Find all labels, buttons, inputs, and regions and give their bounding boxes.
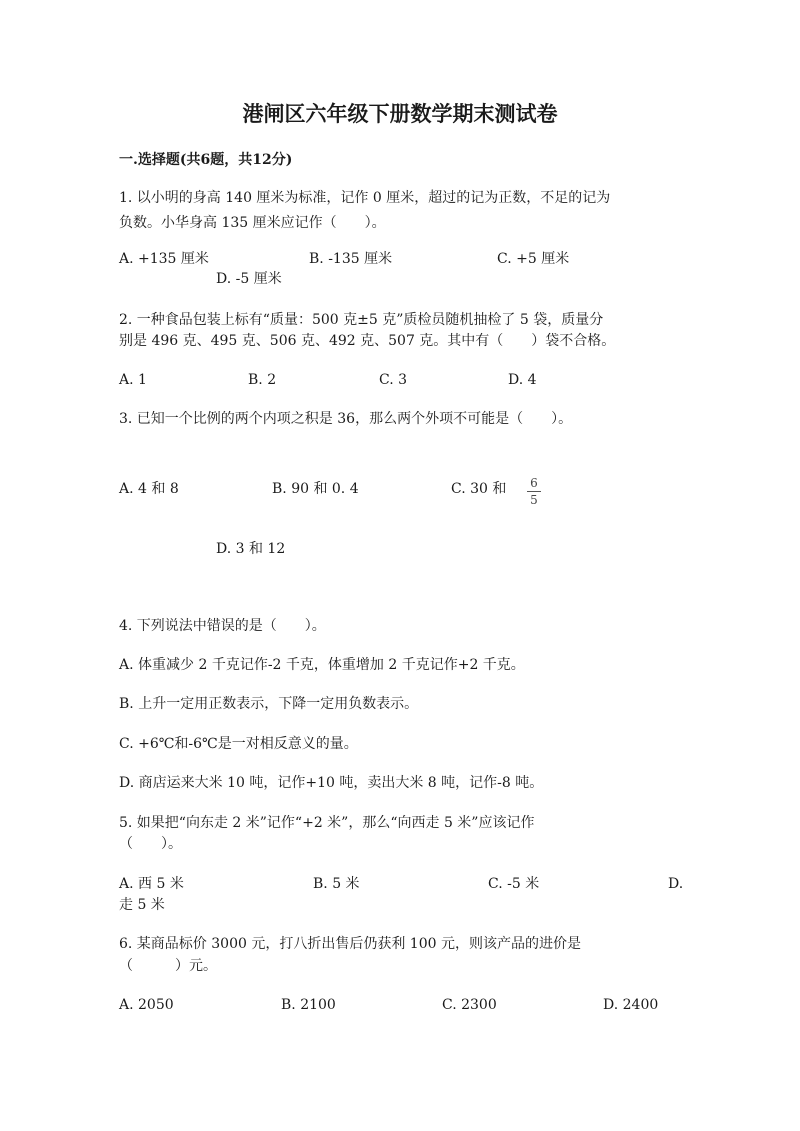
question-6-stem-line-1: 6. 某商品标价 3000 元，打八折出售后仍获利 100 元，则该产品的进价是: [119, 936, 581, 952]
question-2-stem-line-1: 2. 一种食品包装上标有“质量：500 克±5 克”质检员随机抽检了 5 袋，质量分: [119, 312, 604, 328]
question-3-option-d: D. 3 和 12: [216, 541, 286, 557]
question-1-option-d: D. -5 厘米: [216, 271, 282, 287]
fraction-bar: [527, 491, 541, 492]
question-6-option-c: C. 2300: [442, 997, 497, 1013]
page-title: 港闸区六年级下册数学期末测试卷: [242, 101, 558, 126]
question-1-option-a: A. +135 厘米: [119, 251, 209, 267]
question-5-option-d-continued: 走 5 米: [119, 897, 165, 913]
fraction-numerator: 6: [530, 476, 538, 490]
question-2-option-b: B. 2: [248, 372, 277, 388]
question-6-option-d: D. 2400: [603, 997, 659, 1013]
question-1-option-c: C. +5 厘米: [497, 251, 570, 267]
question-1-option-b: B. -135 厘米: [309, 251, 393, 267]
question-4-option-c: C. +6℃和-6℃是一对相反意义的量。: [119, 736, 358, 752]
question-2-option-a: A. 1: [119, 372, 147, 388]
question-2-option-d: D. 4: [508, 372, 537, 388]
question-3-option-c: C. 30 和: [451, 481, 507, 497]
question-1-stem-line-1: 1. 以小明的身高 140 厘米为标准，记作 0 厘米，超过的记为正数，不足的记为: [119, 190, 611, 206]
section-header: 一.选择题(共6题，共12分): [119, 152, 293, 168]
question-3-option-b: B. 90 和 0. 4: [272, 481, 359, 497]
question-2-stem-line-2: 别是 496 克、495 克、506 克、492 克、507 克。其中有（ ）袋不合格。: [119, 333, 616, 349]
question-3-option-a: A. 4 和 8: [119, 481, 179, 497]
question-2-option-c: C. 3: [379, 372, 408, 388]
question-4-option-d: D. 商店运来大米 10 吨，记作+10 吨，卖出大米 8 吨，记作-8 吨。: [119, 775, 544, 791]
question-6-stem-line-2: （ ）元。: [119, 958, 217, 974]
question-4-option-b: B. 上升一定用正数表示，下降一定用负数表示。: [119, 696, 419, 712]
question-6-option-a: A. 2050: [119, 997, 174, 1013]
question-5-option-d: D.: [668, 876, 684, 892]
question-4-option-a: A. 体重减少 2 千克记作-2 千克，体重增加 2 千克记作+2 千克。: [119, 657, 525, 673]
question-3-stem: 3. 已知一个比例的两个内项之积是 36，那么两个外项不可能是（ ）。: [119, 411, 573, 427]
question-6-option-b: B. 2100: [281, 997, 336, 1013]
question-5-stem-line-1: 5. 如果把“向东走 2 米”记作“+2 米”，那么“向西走 5 米”应该记作: [119, 815, 535, 831]
question-5-option-b: B. 5 米: [313, 876, 360, 892]
fraction-six-fifths: [526, 476, 542, 507]
question-5-option-c: C. -5 米: [488, 876, 540, 892]
question-5-stem-line-2: （ ）。: [119, 836, 182, 852]
question-4-stem: 4. 下列说法中错误的是（ ）。: [119, 618, 326, 634]
fraction-denominator: 5: [530, 493, 538, 507]
question-5-option-a: A. 西 5 米: [119, 876, 184, 892]
question-1-stem-line-2: 负数。小华身高 135 厘米应记作（ ）。: [119, 215, 386, 231]
